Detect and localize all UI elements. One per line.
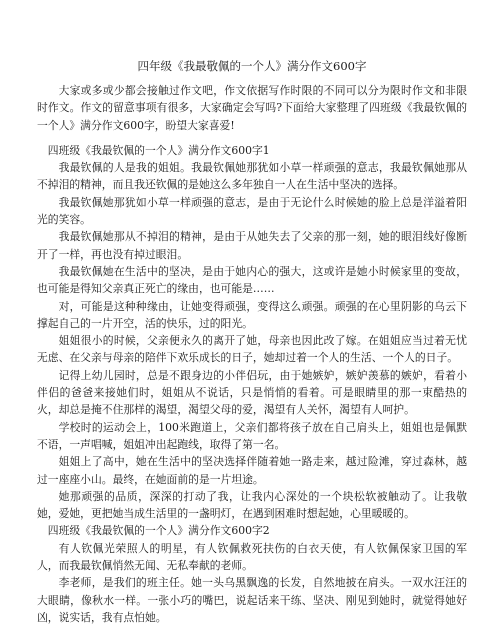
- essay-1-paragraph-8: 学校时的运动会上，100米跑道上，父亲们都将孩子放在自己肩头上，姐姐也是佩默不语，一声唱喊，姐姐冲出起跑线，取得了第一名。: [37, 420, 467, 451]
- essay-1-paragraph-5: 对，可能是这种种缘由，让她变得顽强，变得这么顽强。顽强的在心里阴影的乌云下撑起自己的一片开空，活的快乐，过的阳光。: [37, 299, 467, 330]
- essay-1-paragraph-9: 姐姐上了高中，她在生活中的坚决选择伴随着她一路走来，越过险滩，穿过森林，越过一座座小山。最终，在她面前的是一片坦途。: [37, 455, 467, 486]
- intro-paragraph: 大家或多或少都会接触过作文吧，作文依据写作时限的不同可以分为限时作文和非限时作文。作文的留意事项有很多，大家确定会写吗?下面给大家整理了四班级《我最钦佩的一个人》满分作文600字，盼望大家喜爱!: [37, 84, 467, 132]
- essay-1-paragraph-10: 她那顽强的品质，深深的打动了我，让我内心深处的一个块松软被触动了。让我敬她，爱她，更把她当成生活里的一盏明灯，在遇到困难时想起她，心里暖暖的。: [37, 489, 467, 521]
- essay-1-paragraph-3: 我最钦佩她那从不掉泪的精神，是由于从她失去了父亲的那一刻，她的眼泪线好像断开了一样，再也没有掉过眼泪。: [37, 230, 467, 261]
- document-title: 四年级《我最敬佩的一个人》满分作文600字: [137, 59, 367, 73]
- section-gap: [37, 134, 467, 142]
- essay-1-heading: 四班级《我最钦佩的一个人》满分作文600字1: [47, 143, 270, 157]
- essay-1-paragraph-4: 我最钦佩她在生活中的坚决，是由于她内心的强大，这或许是她小时候家里的变故，也可能是得知父亲真正死亡的缘由，也可能是……: [37, 264, 467, 296]
- essay-2-paragraph-2: 李老师，是我们的班主任。她一头乌黑飘逸的长发，自然地披在肩头。一双水汪汪的大眼睛，像秋水一样。一张小巧的嘴巴，说起话来干练、坚决、刚见到她时，就觉得她好凶，说实话，我有点怕她。: [37, 576, 467, 624]
- essay-1-paragraph-6: 姐姐很小的时候，父亲便永久的离开了她，母亲也因此改了嫁。在姐姐应当过着无忧无虑、在父亲与母亲的陪伴下欢乐成长的日子，她却过着一个人的生活、一个人的日子。: [37, 334, 467, 365]
- essay-1-paragraph-7: 记得上幼儿园时，总是不跟身边的小伴侣玩，由于她嫉妒，嫉妒羡慕的嫉妒，看着小伴侣的爸爸来接她们时，姐姐从不说话，只是悄悄的看着。可是眼睛里的那一束酷热的火，却总是掩不住那样的渴望，渴望父母的爱，渴望有人关怀，渴望有人呵护。: [37, 368, 467, 417]
- essay-2-paragraph-1: 有人钦佩光荣照人的明星，有人钦佩救死扶伤的白衣天使，有人钦佩保家卫国的军人，而我最钦佩悄然无闻、无私奉献的老师。: [37, 541, 467, 573]
- essay-1-paragraph-1: 我最钦佩的人是我的姐姐。我最钦佩她那犹如小草一样顽强的意志，我最钦佩她那从不掉泪的精神，而且我还钦佩的是她这么多年独自一人在生活中坚决的选择。: [37, 161, 467, 192]
- essay-1-paragraph-2: 我最钦佩她那犹如小草一样顽强的意志，是由于无论什么时候她的脸上总是洋溢着阳光的笑容。: [37, 195, 467, 227]
- essay-2-heading: 四班级《我最钦佩的一个人》满分作文600字2: [47, 524, 270, 538]
